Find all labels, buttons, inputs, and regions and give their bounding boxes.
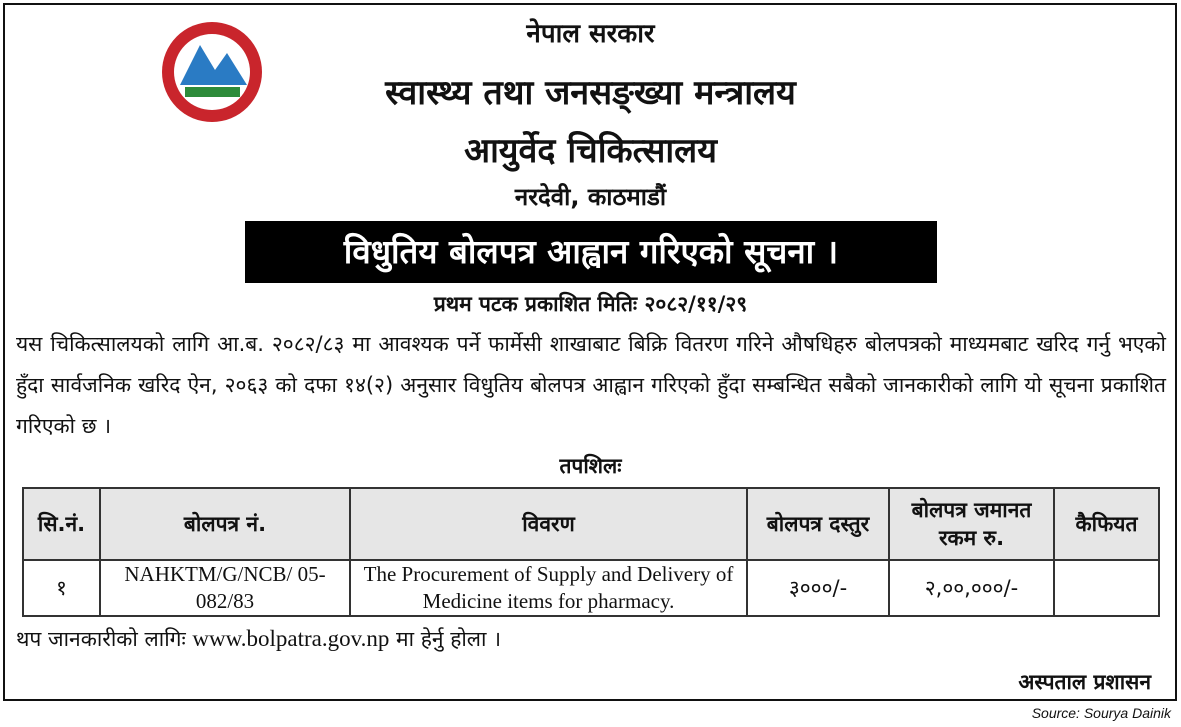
notice-body: यस चिकित्सालयको लागि आ.ब. २०८२/८३ मा आवश्यक पर्ने फार्मेसी शाखाबाट बिक्रि वितरण गरिने औषधिहरु बोलपत्रको माध्यमबाट खरिद गर्नु भएको हुँदा सार्वजनिक खरिद ऐन, २०६३ को दफा १४(२) अनुसार विधुतिय बोलपत्र आह्वान गरिएको हुँदा सम्बन्धित सबैको जानकारीको लागि यो सूचना प्रकाशित गरिएको छ ।: [16, 332, 1166, 438]
col-bid-no: बोलपत्र नं.: [100, 488, 350, 560]
col-sn: सि.नं.: [23, 488, 100, 560]
col-remarks: कैफियत: [1054, 488, 1159, 560]
cell-sn: १: [23, 560, 100, 616]
details-heading: तपशिलः: [559, 454, 622, 478]
notice-title: विधुतिय बोलपत्र आह्वान गरिएको सूचना ।: [245, 221, 937, 283]
cell-bid-no: NAHKTM/G/NCB/ 05-082/83: [100, 560, 350, 616]
more-info: [16, 625, 501, 653]
cell-description: The Procurement of Supply and Delivery of Medicine items for pharmacy.: [350, 560, 747, 616]
cell-security: २,००,०००/-: [889, 560, 1054, 616]
cell-fee: ३०००/-: [747, 560, 889, 616]
bolpatra-link[interactable]: www.bolpatra.gov.np: [192, 626, 390, 651]
hospital-name: आयुर्वेद चिकित्सालय: [464, 131, 717, 171]
published-date: प्रथम पटक प्रकाशित मितिः २०८२/११/२९: [433, 292, 748, 316]
table-header-row: [23, 488, 1159, 560]
more-info-suffix: मा हेर्नु होला ।: [396, 627, 502, 651]
col-description: विवरण: [350, 488, 747, 560]
government-name: नेपाल सरकार: [526, 19, 655, 49]
col-security: बोलपत्र जमानत रकम रु.: [889, 488, 1054, 560]
hospital-location: नरदेवी, काठमाडौं: [514, 183, 667, 211]
cell-remarks: [1054, 560, 1159, 616]
more-info-prefix: थप जानकारीको लागिः: [16, 627, 186, 651]
source-credit: Source: Sourya Dainik: [1031, 705, 1171, 721]
tender-table: [22, 487, 1160, 617]
ministry-name: स्वास्थ्य तथा जनसङ्ख्या मन्त्रालय: [385, 73, 796, 113]
signature: अस्पताल प्रशासन: [1018, 670, 1151, 694]
col-fee: बोलपत्र दस्तुर: [747, 488, 889, 560]
table-row: [23, 560, 1159, 616]
